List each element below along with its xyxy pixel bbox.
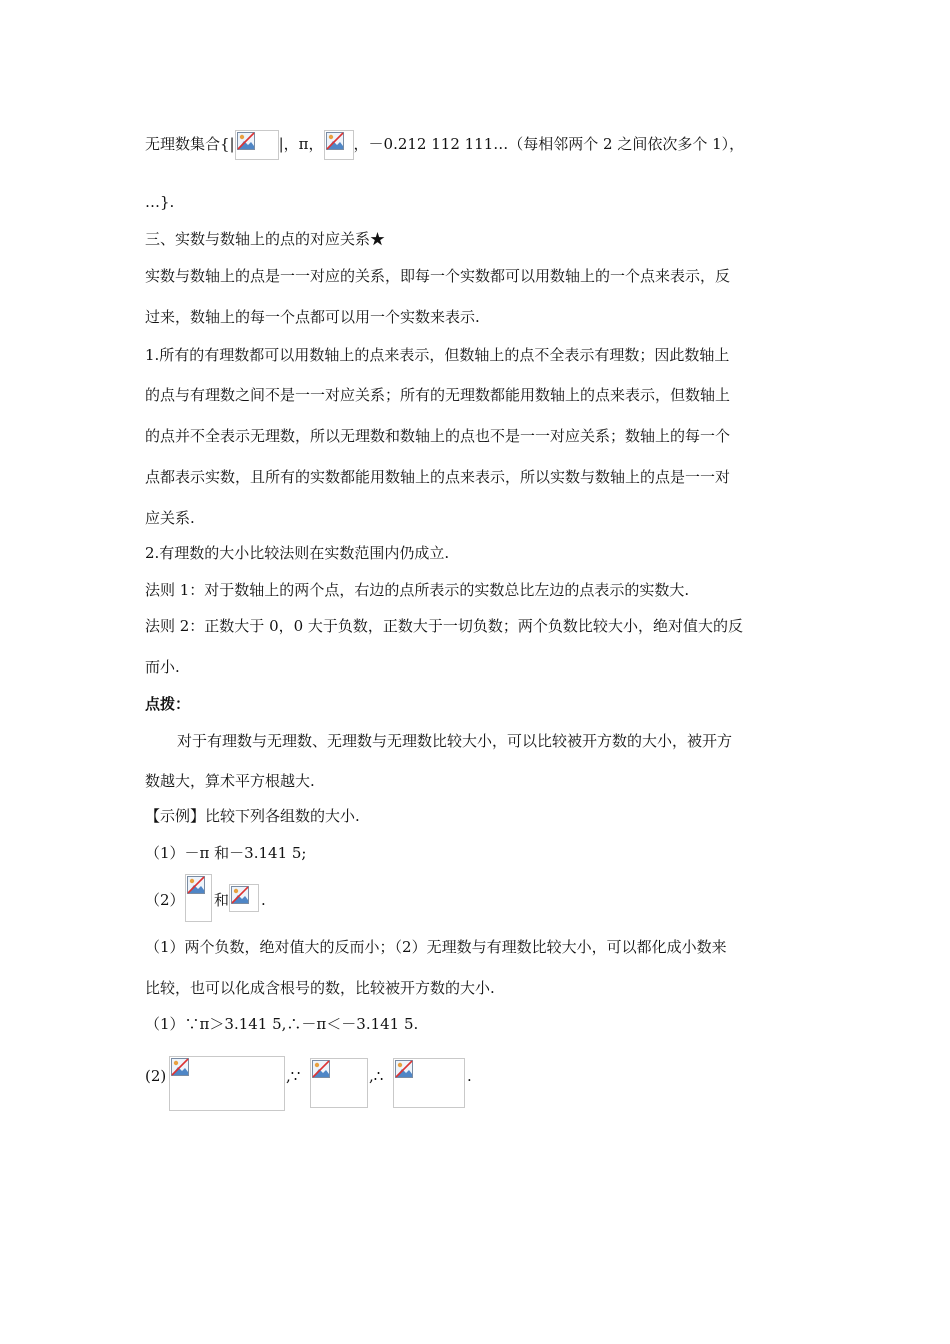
text: ，－0.212 112 111…（每相邻两个 2 之间依次多个 1）， <box>353 135 745 153</box>
broken-image-icon <box>237 132 255 150</box>
formula-image <box>310 1058 368 1108</box>
text: 无理数集合{| <box>145 135 235 153</box>
broken-image-icon <box>395 1060 413 1078</box>
paragraph-line: 实数与数轴上的点是一一对应的关系，即每一个实数都可以用数轴上的一个点来表示，反 <box>145 267 731 285</box>
formula-image <box>324 130 354 160</box>
formula-image <box>235 130 279 160</box>
example-title: 【示例】比较下列各组数的大小. <box>145 807 360 825</box>
text: ,∵ <box>286 1067 301 1085</box>
text: 和 <box>214 891 230 909</box>
text: . <box>261 891 266 909</box>
solution-line: （1）两个负数，绝对值大的反而小；（2）无理数与有理数比较大小，可以都化成小数来 <box>145 938 727 956</box>
rule-line: 法则 2：正数大于 0，0 大于负数，正数大于一切负数；两个负数比较大小，绝对值大的反 <box>145 617 743 635</box>
broken-image-icon <box>171 1058 189 1076</box>
broken-image-icon <box>312 1060 330 1078</box>
solution-line: 比较，也可以化成含根号的数，比较被开方数的大小. <box>145 979 495 997</box>
item-line: 2.有理数的大小比较法则在实数范围内仍成立. <box>145 544 450 562</box>
item-line: 1.所有的有理数都可以用数轴上的点来表示，但数轴上的点不全表示有理数；因此数轴上 <box>145 346 730 364</box>
item-line: 点都表示实数，且所有的实数都能用数轴上的点来表示，所以实数与数轴上的点是一一对 <box>145 468 731 486</box>
broken-image-icon <box>187 876 205 894</box>
tip-line: 数越大，算术平方根越大. <box>145 772 315 790</box>
formula-image <box>229 884 259 912</box>
broken-image-icon <box>326 132 344 150</box>
item-line: 的点与有理数之间不是一一对应关系；所有的无理数都能用数轴上的点来表示，但数轴上 <box>145 386 731 404</box>
item-line: 应关系. <box>145 509 195 527</box>
section-title <box>145 229 385 249</box>
line: …}. <box>145 193 175 211</box>
formula-image <box>185 874 212 922</box>
example-line: （1）－π 和－3.141 5; <box>145 844 307 862</box>
broken-image-icon <box>231 886 249 904</box>
text: (2) <box>145 1067 167 1085</box>
answer-line: （1）∵π＞3.141 5,∴－π＜－3.141 5. <box>145 1015 419 1033</box>
formula-image <box>169 1056 285 1111</box>
section-title-text: 三、实数与数轴上的点的对应关系 <box>145 230 371 248</box>
item-line: 的点并不全表示无理数，所以无理数和数轴上的点也不是一一对应关系；数轴上的每一个 <box>145 427 731 445</box>
text: ,∴ <box>369 1067 384 1085</box>
rule-line: 而小. <box>145 658 180 676</box>
irrational-set-line <box>145 130 744 160</box>
rule-line: 法则 1：对于数轴上的两个点，右边的点所表示的实数总比左边的点表示的实数大. <box>145 581 690 599</box>
text: （2） <box>145 891 185 909</box>
star-icon: ★ <box>370 230 386 248</box>
text: |，π， <box>278 135 324 153</box>
formula-image <box>393 1058 465 1108</box>
tip-title: 点拨： <box>145 695 191 713</box>
text: . <box>467 1067 472 1085</box>
paragraph-line: 过来，数轴上的每一个点都可以用一个实数来表示. <box>145 308 480 326</box>
tip-line: 对于有理数与无理数、无理数与无理数比较大小，可以比较被开方数的大小，被开方 <box>177 732 733 750</box>
